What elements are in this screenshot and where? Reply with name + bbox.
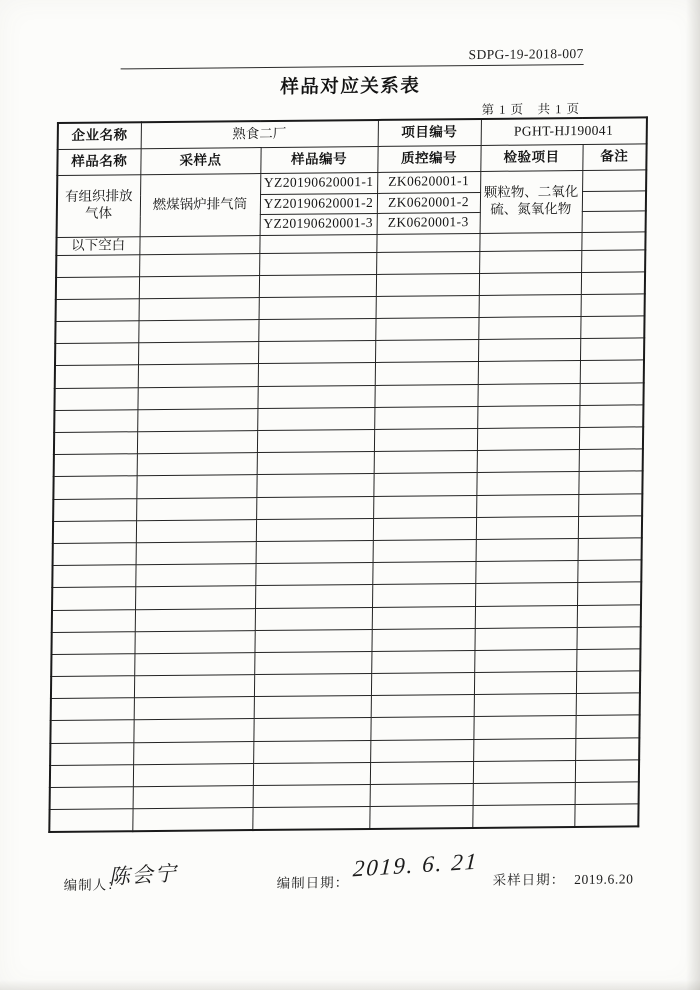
empty-cell: [581, 249, 645, 272]
empty-cell: [138, 364, 258, 387]
empty-cell: [137, 431, 257, 454]
empty-cell: [54, 454, 137, 477]
qc-id-cell: ZK0620001-3: [377, 212, 480, 233]
empty-cell: [373, 517, 476, 540]
qc-id-cell: ZK0620001-1: [377, 171, 480, 192]
empty-cell: [375, 318, 478, 341]
empty-cell: [370, 739, 473, 762]
empty-cell: [479, 250, 581, 273]
empty-cell: [51, 631, 134, 654]
sample-id-cell: YZ20190620001-3: [260, 213, 377, 235]
empty-cell: [371, 628, 474, 651]
empty-cell: [473, 782, 575, 805]
empty-cell: [576, 649, 640, 672]
empty-cell: [253, 784, 370, 807]
empty-cell: [579, 405, 643, 428]
empty-cell: [138, 342, 258, 365]
empty-cell: [53, 520, 136, 543]
empty-cell: [579, 449, 643, 472]
empty-cell: [581, 231, 645, 250]
remark-cell: [582, 211, 646, 232]
qc-id-cell: ZK0620001-2: [377, 192, 480, 213]
empty-cell: [374, 451, 477, 474]
empty-cell: [134, 675, 254, 698]
empty-cell: [255, 563, 372, 586]
prepared-by-label: 编制人：: [63, 877, 122, 893]
empty-cell: [479, 294, 581, 317]
empty-cell: [56, 254, 139, 277]
empty-cell: [373, 495, 476, 518]
empty-cell: [134, 630, 254, 653]
enterprise-name-label: 企业名称: [58, 122, 141, 149]
empty-cell: [258, 319, 375, 342]
empty-cell: [256, 518, 373, 541]
empty-cell: [133, 719, 253, 742]
empty-cell: [370, 717, 473, 740]
empty-cell: [478, 317, 580, 340]
empty-cell: [371, 673, 474, 696]
empty-cell: [479, 272, 581, 295]
empty-cell: [133, 741, 253, 764]
empty-cell: [55, 321, 138, 344]
empty-cell: [51, 654, 134, 677]
empty-cell: [255, 607, 372, 630]
empty-cell: [257, 407, 374, 430]
empty-cell: [55, 365, 138, 388]
empty-cell: [56, 299, 139, 322]
sampling-date-label: 采样日期：: [492, 872, 566, 888]
empty-cell: [135, 564, 255, 587]
empty-cell: [254, 651, 371, 674]
empty-cell: [578, 471, 642, 494]
empty-cell: [134, 652, 254, 675]
empty-cell: [258, 363, 375, 386]
table-row-sample-1: [57, 170, 646, 196]
empty-cell: [581, 272, 645, 295]
empty-cell: [575, 782, 639, 805]
empty-cell: [474, 694, 576, 717]
empty-cell: [575, 760, 639, 783]
empty-cell: [254, 696, 371, 719]
column-header-remarks: 备注: [582, 144, 646, 171]
empty-cell: [575, 737, 639, 760]
empty-cell: [52, 565, 135, 588]
empty-cell: [474, 627, 576, 650]
empty-cell: [373, 473, 476, 496]
sample-name-cell: 有组织排放气体: [57, 175, 141, 237]
sampling-date-value: 2019.6.20: [574, 871, 634, 887]
empty-cell: [577, 560, 641, 583]
empty-cell: [374, 406, 477, 429]
empty-cell: [475, 605, 577, 628]
empty-cell: [578, 538, 642, 561]
empty-cell: [372, 606, 475, 629]
test-items-cell: 颗粒物、二氧化硫、氮氧化物: [480, 170, 583, 232]
document-code: SDPG-19-2018-007: [468, 45, 584, 63]
empty-cell: [50, 742, 133, 765]
page-title: 样品对应关系表: [280, 76, 421, 98]
empty-cell: [577, 582, 641, 605]
empty-cell: [255, 585, 372, 608]
empty-cell: [578, 516, 642, 539]
page-number-info: 第 1 页 共 1 页: [481, 102, 581, 117]
empty-cell: [132, 808, 252, 832]
empty-cell: [254, 674, 371, 697]
empty-cell: [576, 627, 640, 650]
empty-cell: [53, 543, 136, 566]
empty-cell: [575, 715, 639, 738]
empty-cell: [259, 252, 376, 275]
empty-cell: [476, 516, 578, 539]
empty-cell: [259, 274, 376, 297]
empty-cell: [473, 760, 575, 783]
footer: [0, 850, 691, 927]
empty-cell: [576, 671, 640, 694]
prepared-by-signature: 陈会宁: [108, 860, 179, 890]
empty-cell: [54, 410, 137, 433]
empty-cell: [133, 786, 253, 809]
empty-cell: [133, 763, 253, 786]
empty-cell: [136, 497, 256, 520]
empty-cell: [259, 296, 376, 319]
empty-cell: [139, 253, 259, 276]
column-header-sampling-point: 采样点: [140, 148, 260, 175]
empty-cell: [376, 273, 479, 296]
empty-cell: [50, 765, 133, 788]
empty-cell: [372, 584, 475, 607]
enterprise-name-value: 熟食二厂: [141, 120, 378, 149]
empty-cell: [50, 787, 133, 810]
empty-cell: [257, 452, 374, 475]
empty-cell: [136, 475, 256, 498]
project-number-value: PGHT-HJ190041: [481, 117, 647, 145]
column-header-qc-id: 质控编号: [377, 145, 480, 172]
blank-below-marker: 以下空白: [56, 236, 139, 255]
empty-cell: [52, 609, 135, 632]
empty-cell: [371, 695, 474, 718]
empty-cell: [256, 496, 373, 519]
empty-cell: [54, 432, 137, 455]
empty-cell: [577, 604, 641, 627]
empty-cell: [376, 295, 479, 318]
empty-cell: [138, 320, 258, 343]
project-number-label: 项目编号: [378, 119, 481, 146]
empty-cell: [579, 427, 643, 450]
empty-cell: [374, 384, 477, 407]
empty-cell: [257, 429, 374, 452]
empty-cell: [478, 361, 580, 384]
empty-cell: [54, 387, 137, 410]
sampling-point-cell: 燃煤锅炉排气筒: [140, 174, 261, 237]
empty-cell: [477, 450, 579, 473]
sampling-date: [493, 867, 634, 888]
empty-cell: [136, 519, 256, 542]
remark-cell: [582, 190, 646, 211]
empty-cell: [376, 251, 479, 274]
empty-cell: [136, 542, 256, 565]
empty-cell: [476, 538, 578, 561]
prepared-date-handwritten: 2019. 6. 21: [352, 848, 480, 882]
empty-cell: [257, 385, 374, 408]
empty-cell: [476, 472, 578, 495]
empty-cell: [374, 428, 477, 451]
empty-cell: [258, 341, 375, 364]
empty-cell: [254, 629, 371, 652]
empty-cell: [139, 275, 259, 298]
empty-cell: [52, 587, 135, 610]
empty-cell: [49, 809, 132, 832]
empty-cell: [473, 716, 575, 739]
empty-cell: [574, 804, 638, 827]
empty-cell: [51, 698, 134, 721]
empty-cell: [474, 649, 576, 672]
sample-id-cell: YZ20190620001-1: [260, 172, 377, 194]
column-header-sample-name: 样品名称: [57, 149, 140, 176]
empty-cell: [55, 343, 138, 366]
empty-cell: [53, 498, 136, 521]
empty-cell: [375, 340, 478, 363]
table-row-empty: [49, 804, 638, 832]
remark-cell: [582, 170, 646, 191]
empty-cell: [51, 676, 134, 699]
empty-cell: [376, 233, 479, 252]
empty-cell: [579, 382, 643, 405]
column-header-sample-id: 样品编号: [260, 146, 377, 173]
empty-cell: [578, 493, 642, 516]
header-rule: [121, 45, 584, 69]
empty-cell: [53, 476, 136, 499]
empty-cell: [252, 807, 369, 831]
empty-cell: [478, 339, 580, 362]
empty-cell: [369, 806, 472, 830]
column-header-test-items: 检验项目: [480, 144, 582, 171]
empty-cell: [580, 316, 644, 339]
empty-cell: [139, 297, 259, 320]
empty-cell: [479, 232, 581, 251]
empty-cell: [473, 738, 575, 761]
empty-cell: [137, 386, 257, 409]
empty-cell: [372, 562, 475, 585]
empty-cell: [475, 561, 577, 584]
empty-cell: [137, 453, 257, 476]
empty-cell: [253, 718, 370, 741]
empty-cell: [474, 672, 576, 695]
empty-cell: [576, 693, 640, 716]
empty-cell: [477, 383, 579, 406]
prepared-date-label: 编制日期：: [276, 875, 350, 891]
empty-cell: [580, 338, 644, 361]
empty-cell: [139, 235, 259, 254]
empty-cell: [56, 276, 139, 299]
sample-id-cell: YZ20190620001-2: [260, 193, 377, 215]
empty-cell: [370, 783, 473, 806]
empty-cell: [370, 761, 473, 784]
empty-cell: [373, 539, 476, 562]
empty-cell: [137, 408, 257, 431]
empty-cell: [253, 740, 370, 763]
empty-cell: [371, 650, 474, 673]
empty-rows-section: [49, 249, 645, 832]
empty-cell: [472, 805, 574, 829]
empty-cell: [50, 720, 133, 743]
empty-cell: [477, 427, 579, 450]
empty-cell: [475, 583, 577, 606]
empty-cell: [256, 540, 373, 563]
empty-cell: [253, 762, 370, 785]
sample-correspondence-table: [48, 116, 648, 833]
empty-cell: [134, 697, 254, 720]
empty-cell: [477, 405, 579, 428]
empty-cell: [476, 494, 578, 517]
empty-cell: [135, 608, 255, 631]
empty-cell: [375, 362, 478, 385]
empty-cell: [580, 360, 644, 383]
empty-cell: [259, 234, 376, 253]
empty-cell: [256, 474, 373, 497]
empty-cell: [581, 294, 645, 317]
empty-cell: [135, 586, 255, 609]
